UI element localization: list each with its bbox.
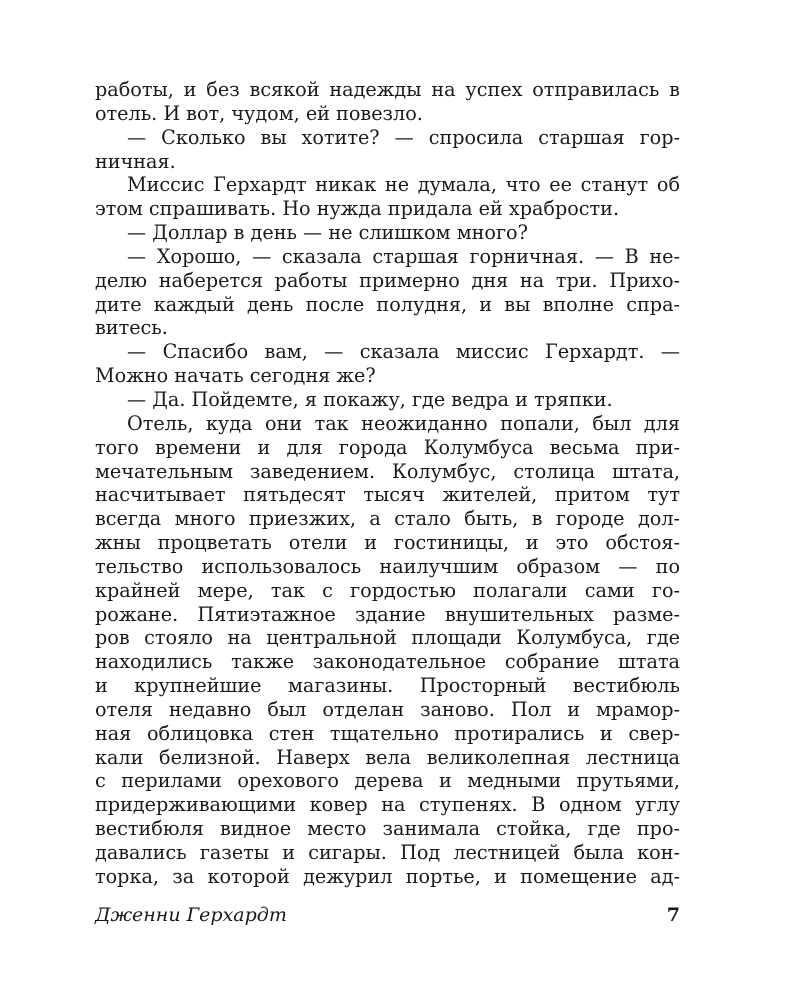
text-line: и крупнейшие магазины. Просторный вестибюль	[95, 674, 680, 698]
text-line: с перилами орехового дерева и медными прутьями,	[95, 769, 680, 793]
text-line: тельство использовалось наилучшим образом — по	[95, 554, 680, 578]
text-line: всегда много приезжих, а стало быть, в городе дол-	[95, 507, 680, 531]
text-line: придерживающими ковер на ступенях. В одном углу	[95, 793, 680, 817]
text-line: ров стояло на центральной площади Колумбуса, где	[95, 626, 680, 650]
text-line: давались газеты и сигары. Под лестницей была кон-	[95, 841, 680, 864]
text-line: витесь.	[95, 316, 168, 340]
text-line: — Да. Пойдемте, я покажу, где ведра и тряпки.	[127, 387, 613, 411]
text-line: отеля недавно был отделан заново. Пол и мрамор-	[95, 697, 680, 721]
text-line: жны процветать отели и гостиницы, и это обстоя-	[95, 531, 680, 555]
text-line: мечательным заведением. Колумбус, столица штата,	[95, 459, 680, 483]
text-line: вестибюля видное место занимала стойка, где про-	[95, 817, 680, 841]
text-line: отель. И вот, чудом, ей повезло.	[95, 101, 423, 125]
text-line: Миссис Герхардт никак не думала, что ее станут об	[127, 173, 680, 197]
text-line: насчитывает пятьдесят тысяч жителей, притом тут	[95, 483, 680, 507]
text-line: — Доллар в день — не слишком много?	[127, 221, 528, 245]
text-line: Отель, куда они так неожиданно попали, был для	[127, 411, 680, 435]
page-footer	[95, 904, 680, 930]
text-line: крайней мере, так с гордостью полагали сами го-	[95, 578, 680, 602]
text-line: делю наберется работы примерно дня на три. Прихо-	[95, 268, 680, 292]
text-line: того времени и для города Колумбуса весьма при-	[95, 435, 680, 459]
text-line: рожане. Пятиэтажное здание внушительных разме-	[95, 602, 680, 626]
text-line: — Сколько вы хотите? — спросила старшая гор-	[127, 125, 680, 149]
text-line: торка, за которой дежурил портье, и помещение ад-	[95, 864, 680, 888]
text-line: — Хорошо, — сказала старшая горничная. — В не-	[127, 244, 680, 268]
text-line: — Спасибо вам, — сказала миссис Герхардт. —	[127, 340, 680, 364]
text-line: Можно начать сегодня же?	[95, 364, 376, 388]
text-line: работы, и без всякой надежды на успех отправилась в	[95, 78, 680, 101]
text-line: находились также законодательное собрание штата	[95, 650, 680, 674]
text-line: кали белизной. Наверх вела великолепная лестница	[95, 745, 680, 769]
text-line: дите каждый день после полудня, и вы вполне спра-	[95, 292, 680, 316]
text-line: ничная.	[95, 149, 176, 173]
page-number: 7	[666, 904, 680, 926]
running-title: Дженни Герхардт	[95, 904, 287, 926]
page-body-text	[95, 78, 680, 889]
text-line: ная облицовка стен тщательно протирались и свер-	[95, 721, 680, 745]
text-line: этом спрашивать. Но нужда придала ей храбрости.	[95, 197, 620, 221]
